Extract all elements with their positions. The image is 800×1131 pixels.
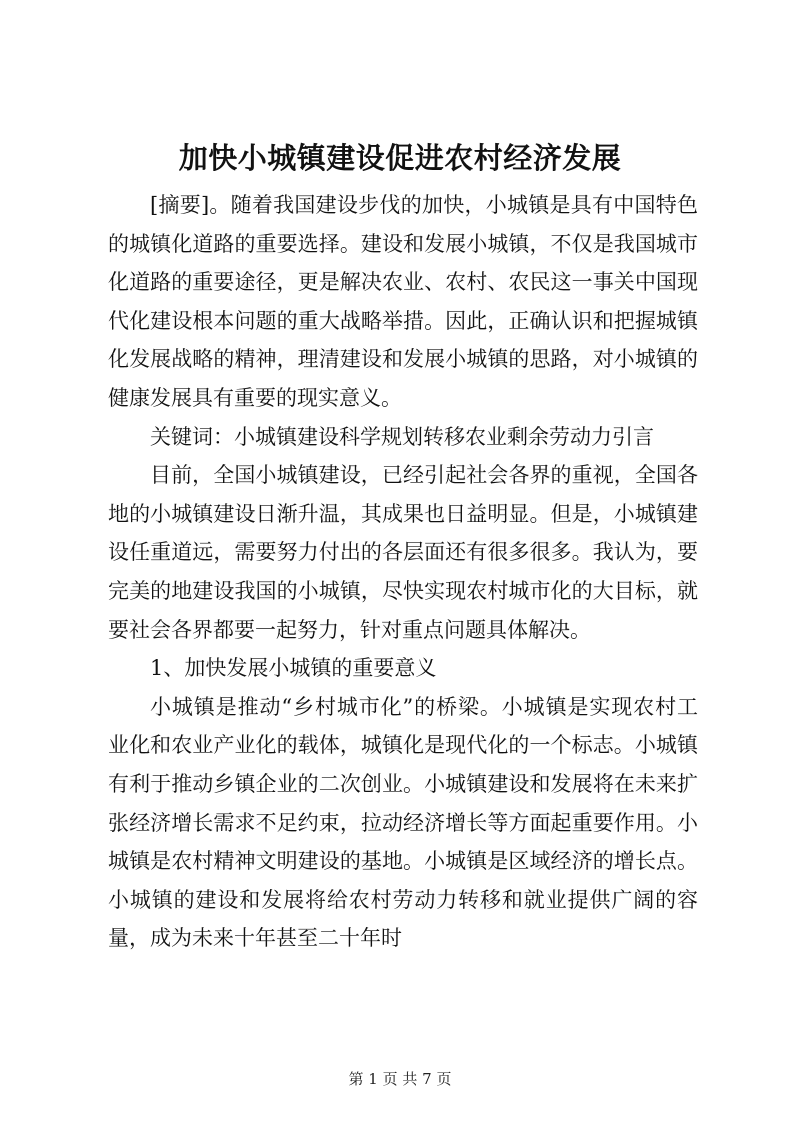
significance-line-1: 小城镇是推动“乡村城市化”的桥梁。小城镇是实现农村工 (150, 694, 698, 719)
significance-line-3: 有利于推动乡镇企业的二次创业。小城镇建设和发展将在未来扩 (108, 771, 698, 796)
significance-paragraph (108, 688, 698, 958)
section-heading: 1、加快发展小城镇的重要意义 (150, 656, 437, 681)
significance-line-2: 业化和农业产业化的载体，城镇化是现代化的一个标志。小城镇 (108, 733, 698, 758)
abstract-paragraph (108, 186, 698, 418)
intro-line-1: 目前，全国小城镇建设，已经引起社会各界的重视，全国各 (150, 463, 698, 488)
significance-line-4: 张经济增长需求不足约束，拉动经济增长等方面起重要作用。小 (108, 810, 698, 835)
keywords-line: 关键词：小城镇建设科学规划转移农业剩余劳动力引言 (150, 424, 654, 449)
significance-line-5: 城镇是农村精神文明建设的基地。小城镇是区域经济的增长点。 (108, 849, 698, 874)
abstract-line-3: 化道路的重要途径，更是解决农业、农村、农民这一事关中国现 (108, 270, 698, 295)
section-heading-paragraph (108, 649, 698, 688)
abstract-line-6: 健康发展具有重要的现实意义。 (108, 385, 402, 410)
intro-paragraph (108, 456, 698, 649)
document-title: 加快小城镇建设促进农村经济发展 (178, 141, 622, 175)
intro-line-3: 设任重道远，需要努力付出的各层面还有很多很多。我认为，要 (108, 540, 698, 565)
abstract-line-4: 代化建设根本问题的重大战略举措。因此，正确认识和把握城镇 (108, 308, 698, 333)
intro-line-5: 要社会各界都要一起努力，针对重点问题具体解决。 (108, 617, 591, 642)
page-footer: 第 1 页 共 7 页 (348, 1070, 452, 1088)
document-body (108, 186, 698, 958)
keywords-paragraph (108, 418, 698, 457)
abstract-line-1: [摘要]。随着我国建设步伐的加快，小城镇是具有中国特色 (150, 193, 698, 217)
significance-line-6: 小城镇的建设和发展将给农村劳动力转移和就业提供广阔的容 (108, 887, 698, 912)
abstract-line-5: 化发展战略的精神，理清建设和发展小城镇的思路，对小城镇的 (108, 347, 698, 372)
abstract-line-2: 的城镇化道路的重要选择。建设和发展小城镇，不仅是我国城市 (108, 231, 698, 256)
significance-line-7: 量，成为未来十年甚至二十年时 (108, 926, 402, 951)
intro-line-2: 地的小城镇建设日渐升温，其成果也日益明显。但是，小城镇建 (108, 501, 698, 526)
intro-line-4: 完美的地建设我国的小城镇，尽快实现农村城市化的大目标，就 (108, 578, 698, 603)
